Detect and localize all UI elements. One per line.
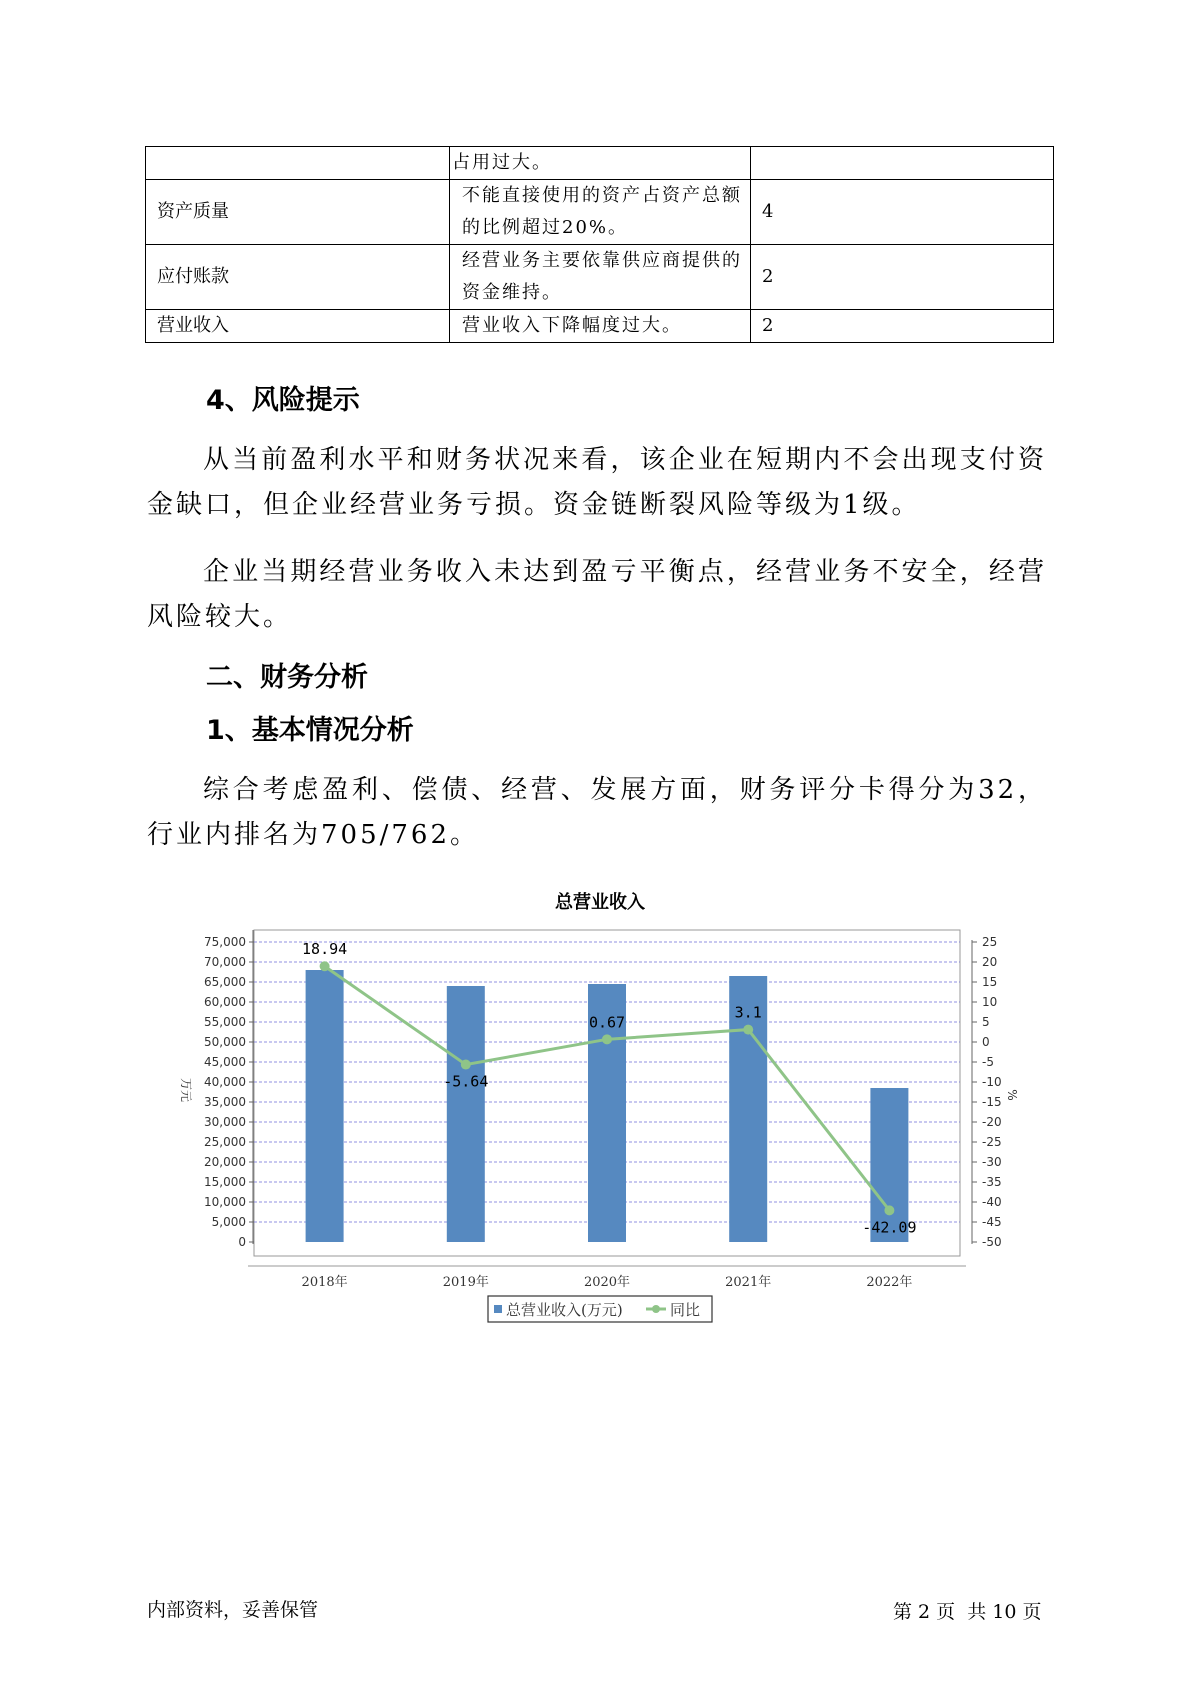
risk-paragraph-1 [147, 438, 1047, 528]
data-label: 18.94 [302, 940, 348, 959]
x-tick-label: 2018年 [301, 1275, 348, 1290]
y-tick-label: 65,000 [204, 975, 246, 989]
y2-tick-label: 10 [982, 995, 998, 1009]
table-cell-score [751, 147, 1054, 180]
table-row [146, 147, 1054, 180]
y-tick-label: 30,000 [204, 1115, 246, 1129]
basic-paragraph [147, 768, 1047, 858]
y-tick-label: 50,000 [204, 1035, 246, 1049]
table-cell-condition [450, 310, 751, 343]
basic-analysis-heading: 1、基本情况分析 [206, 715, 414, 746]
y2-tick-label: -15 [982, 1095, 1002, 1109]
y-tick-label: 25,000 [204, 1135, 246, 1149]
y2-tick-label: -30 [982, 1155, 1002, 1169]
table-cell-score: 2 [751, 245, 1054, 310]
table-cell-condition: 占用过大。 [450, 147, 751, 180]
chart-title: 总营业收入 [555, 892, 645, 913]
y-axis-label: 万元 [179, 1077, 193, 1103]
risk-table [145, 146, 1054, 343]
y-tick-label: 5,000 [211, 1215, 246, 1229]
legend-bar-label: 总营业收入(万元) [506, 1301, 623, 1319]
line-point [743, 1025, 753, 1035]
y2-tick-label: -25 [982, 1135, 1002, 1149]
y2-tick-label: -20 [982, 1115, 1002, 1129]
table-row [146, 245, 1054, 310]
risk-paragraph-2-text: 企业当期经营业务收入未达到盈亏平衡点，经营业务不安全，经营风险较大。 [147, 557, 1047, 632]
bar [447, 986, 485, 1242]
table-row [146, 180, 1054, 245]
legend-bar-swatch [494, 1305, 502, 1313]
legend-line-marker [652, 1305, 660, 1313]
y-tick-label: 60,000 [204, 995, 246, 1009]
y2-tick-label: -5 [982, 1055, 994, 1069]
y-tick-label: 70,000 [204, 955, 246, 969]
table-cell-condition [450, 180, 751, 245]
y2-tick-label: 25 [982, 935, 998, 949]
y2-tick-label: -35 [982, 1175, 1002, 1189]
table-cell-condition [450, 245, 751, 310]
y-tick-label: 20,000 [204, 1155, 246, 1169]
y2-tick-label: 20 [982, 955, 998, 969]
y2-axis-label: % [1005, 1089, 1019, 1101]
y-tick-label: 15,000 [204, 1175, 246, 1189]
table-cell-item [146, 147, 450, 180]
table-cell-condition-text: 营业收入下降幅度过大。 [462, 315, 682, 336]
y-tick-label: 0 [238, 1235, 246, 1249]
data-label: 3.1 [734, 1003, 762, 1022]
x-tick-label: 2020年 [583, 1275, 631, 1290]
data-label: -42.09 [862, 1218, 917, 1237]
risk-paragraph-1-text: 从当前盈利水平和财务状况来看，该企业在短期内不会出现支付资金缺口，但企业经营业务亏损。资金链断裂风险等级为1级。 [147, 445, 1047, 520]
table-cell-score: 2 [751, 310, 1054, 343]
y2-tick-label: -10 [982, 1075, 1002, 1089]
y-tick-label: 55,000 [204, 1015, 246, 1029]
footer-page-number: 第 2 页 共 10 页 [893, 1601, 1042, 1623]
y2-tick-label: 5 [982, 1015, 990, 1029]
table-row [146, 310, 1054, 343]
data-label: 0.67 [588, 1013, 626, 1032]
data-label: -5.64 [443, 1072, 489, 1091]
y2-tick-label: -45 [982, 1215, 1002, 1229]
y-tick-label: 45,000 [204, 1055, 246, 1069]
y-tick-label: 40,000 [204, 1075, 246, 1089]
risk-heading: 4、风险提示 [206, 385, 360, 416]
y-tick-label: 35,000 [204, 1095, 246, 1109]
table-cell-condition-text: 不能直接使用的资产占资产总额的比例超过20%。 [462, 185, 742, 238]
bar [306, 970, 344, 1242]
y2-tick-label: 15 [982, 975, 998, 989]
revenue-chart [170, 880, 1030, 1350]
y-tick-label: 10,000 [204, 1195, 246, 1209]
y-tick-label: 75,000 [204, 935, 246, 949]
revenue-chart-svg [170, 880, 1030, 1350]
legend-line-label: 同比 [670, 1301, 701, 1319]
x-tick-label: 2022年 [866, 1275, 913, 1290]
table-cell-item: 营业收入 [146, 310, 450, 343]
line-point [320, 961, 330, 971]
line-point [602, 1034, 612, 1044]
line-point [461, 1060, 471, 1070]
y2-tick-label: -50 [982, 1235, 1002, 1249]
table-cell-condition-text: 经营业务主要依靠供应商提供的资金维持。 [462, 250, 742, 303]
x-tick-label: 2019年 [442, 1275, 489, 1290]
table-cell-item: 资产质量 [146, 180, 450, 245]
x-tick-label: 2021年 [725, 1275, 772, 1290]
footer-confidential: 内部资料，妥善保管 [147, 1599, 319, 1621]
y2-tick-label: -40 [982, 1195, 1002, 1209]
risk-paragraph-2 [147, 550, 1047, 640]
y2-tick-label: 0 [982, 1035, 990, 1049]
table-cell-item: 应付账款 [146, 245, 450, 310]
table-cell-score: 4 [751, 180, 1054, 245]
basic-paragraph-text: 综合考虑盈利、偿债、经营、发展方面，财务评分卡得分为32，行业内排名为705/762。 [147, 775, 1047, 850]
line-point [884, 1205, 894, 1215]
financial-analysis-heading: 二、财务分析 [206, 662, 368, 693]
